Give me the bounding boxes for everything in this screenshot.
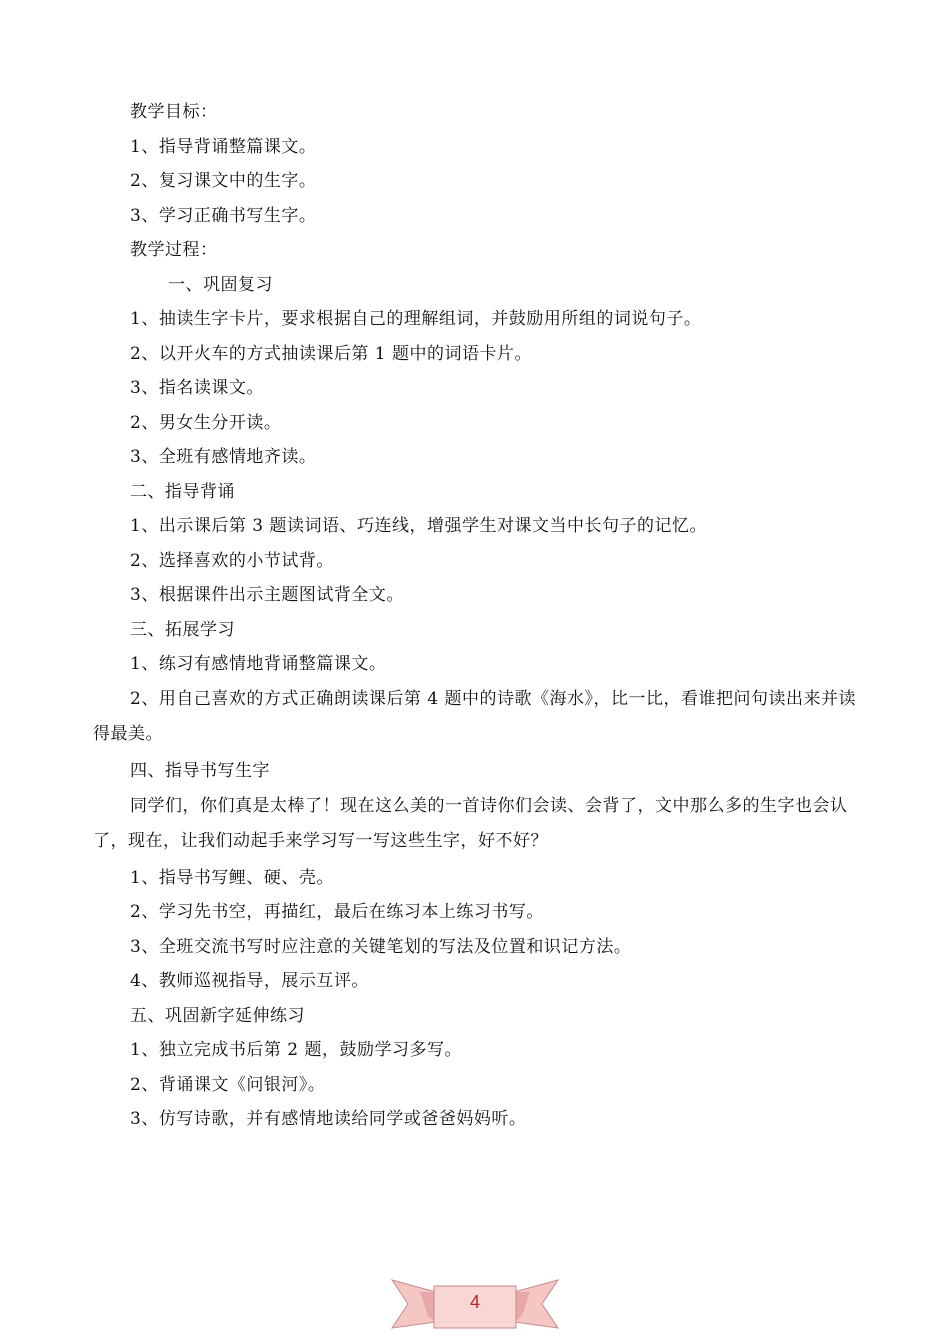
step-item: 3、全班有感情地齐读。 bbox=[130, 447, 317, 467]
step-item: 3、全班交流书写时应注意的关键笔划的写法及位置和识记方法。 bbox=[130, 937, 632, 957]
heading-step-three: 三、拓展学习 bbox=[130, 620, 235, 640]
step-item: 3、仿写诗歌，并有感情地读给同学或爸爸妈妈听。 bbox=[130, 1109, 527, 1129]
page-number-badge bbox=[390, 1274, 560, 1334]
step-item: 2、男女生分开读。 bbox=[130, 413, 282, 433]
objective-item: 1、指导背诵整篇课文。 bbox=[130, 137, 317, 157]
step-paragraph: 2、用自己喜欢的方式正确朗读课后第 4 题中的诗歌《海水》，比一比，看谁把问句读出来并读得最美。 bbox=[93, 689, 856, 744]
step-item: 2、以开火车的方式抽读课后第 1 题中的词语卡片。 bbox=[130, 344, 532, 364]
heading-step-five: 五、巩固新字延伸练习 bbox=[130, 1006, 305, 1026]
step-item: 1、练习有感情地背诵整篇课文。 bbox=[130, 654, 387, 674]
heading-step-two: 二、指导背诵 bbox=[130, 482, 235, 502]
step-item: 1、独立完成书后第 2 题，鼓励学习多写。 bbox=[130, 1040, 462, 1060]
intro-paragraph: 同学们，你们真是太棒了！现在这么美的一首诗你们会读、会背了，文中那么多的生字也会认了，现在，让我们动起手来学习写一写这些生字，好不好？ bbox=[93, 796, 848, 851]
step-item: 3、根据课件出示主题图试背全文。 bbox=[130, 585, 404, 605]
heading-step-one: 一、巩固复习 bbox=[168, 275, 273, 295]
section-label-objectives: 教学目标： bbox=[130, 102, 218, 122]
step-item: 4、教师巡视指导，展示互评。 bbox=[130, 971, 369, 991]
objective-item: 2、复习课文中的生字。 bbox=[130, 171, 317, 191]
step-item: 2、背诵课文《问银河》。 bbox=[130, 1075, 326, 1095]
step-item: 1、出示课后第 3 题读词语、巧连线，增强学生对课文当中长句子的记忆。 bbox=[130, 516, 707, 536]
step-item: 3、指名读课文。 bbox=[130, 378, 264, 398]
step-item: 1、指导书写鲤、硬、壳。 bbox=[130, 868, 334, 888]
step-item: 1、抽读生字卡片，要求根据自己的理解组词，并鼓励用所组的词说句子。 bbox=[130, 309, 702, 329]
section-label-process: 教学过程： bbox=[130, 240, 218, 260]
heading-step-four: 四、指导书写生字 bbox=[130, 761, 270, 781]
page-number: 4 bbox=[469, 1292, 480, 1312]
step-item: 2、学习先书空，再描红，最后在练习本上练习书写。 bbox=[130, 902, 544, 922]
step-item: 2、选择喜欢的小节试背。 bbox=[130, 551, 334, 571]
objective-item: 3、学习正确书写生字。 bbox=[130, 206, 317, 226]
